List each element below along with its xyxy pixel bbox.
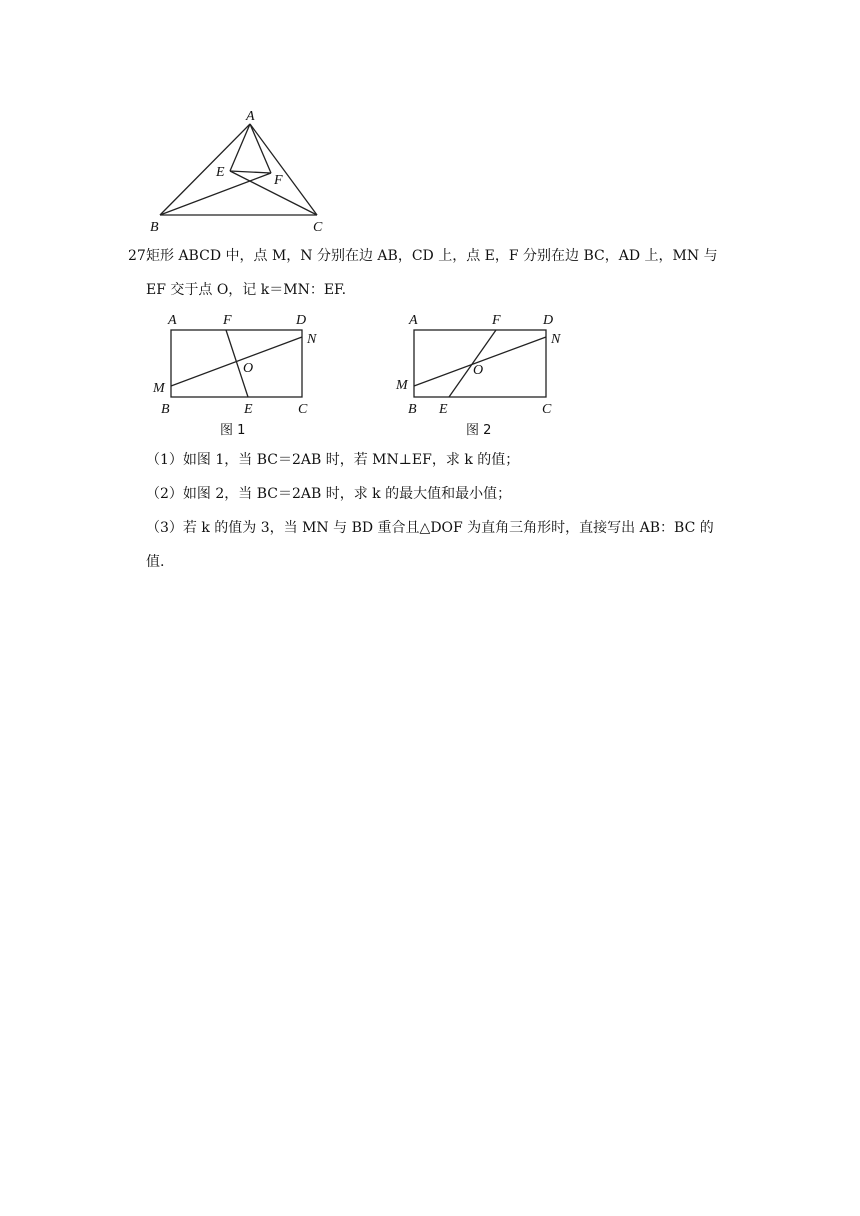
label-E: E bbox=[244, 402, 253, 417]
triangle-figure bbox=[140, 108, 340, 238]
figure-1-caption: 图 1 bbox=[220, 423, 246, 438]
segment-EF bbox=[230, 171, 271, 173]
segment-AB bbox=[160, 124, 250, 215]
label-B: B bbox=[150, 220, 159, 235]
label-A: A bbox=[246, 109, 255, 124]
segment-AC bbox=[250, 124, 317, 215]
label-M: M bbox=[396, 378, 408, 393]
segment-AE bbox=[230, 124, 250, 171]
label-O: O bbox=[473, 363, 484, 378]
subquestion-3-continued: 值. bbox=[146, 554, 165, 570]
figure-2 bbox=[394, 308, 574, 440]
label-F: F bbox=[274, 173, 283, 188]
label-C: C bbox=[542, 402, 552, 417]
triangle-diagram bbox=[140, 108, 340, 238]
figure-1 bbox=[150, 308, 340, 440]
label-A: A bbox=[409, 313, 418, 328]
label-C: C bbox=[298, 402, 308, 417]
subquestion-3: （3）若 k 的值为 3，当 MN 与 BD 重合且△DOF 为直角三角形时，直接写出 AB：BC 的 bbox=[146, 520, 714, 536]
figure-1-diagram bbox=[150, 308, 340, 440]
question-line-1: 矩形 ABCD 中，点 M，N 分别在边 AB，CD 上，点 E，F 分别在边 BC，AD 上，MN 与 bbox=[146, 248, 718, 264]
label-B: B bbox=[161, 402, 170, 417]
label-F: F bbox=[492, 313, 501, 328]
label-C: C bbox=[313, 220, 323, 235]
label-D: D bbox=[543, 313, 554, 328]
label-M: M bbox=[153, 381, 165, 396]
label-D: D bbox=[296, 313, 307, 328]
question-line-2: EF 交于点 O，记 k＝MN：EF. bbox=[146, 282, 347, 298]
label-E: E bbox=[439, 402, 448, 417]
label-B: B bbox=[408, 402, 417, 417]
label-N: N bbox=[307, 332, 317, 347]
question-number: 27. bbox=[128, 248, 151, 264]
label-F: F bbox=[223, 313, 232, 328]
figure-2-caption: 图 2 bbox=[466, 423, 492, 438]
segment-MN bbox=[414, 337, 546, 386]
label-O: O bbox=[243, 361, 254, 376]
figure-2-diagram bbox=[394, 308, 574, 440]
subquestion-1: （1）如图 1，当 BC＝2AB 时，若 MN⊥EF，求 k 的值； bbox=[146, 452, 520, 468]
subquestion-2: （2）如图 2，当 BC＝2AB 时，求 k 的最大值和最小值； bbox=[146, 486, 512, 502]
label-E: E bbox=[216, 165, 225, 180]
label-N: N bbox=[551, 332, 561, 347]
label-A: A bbox=[168, 313, 177, 328]
